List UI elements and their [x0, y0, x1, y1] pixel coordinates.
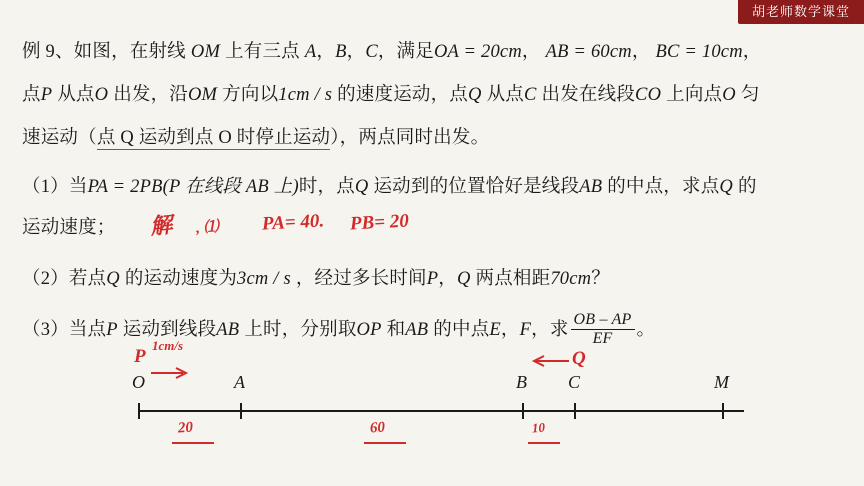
text-segment: （2）若点: [22, 269, 107, 289]
text-segment: ，: [521, 42, 541, 62]
segment-length-oa: 20: [177, 419, 194, 437]
text-segment: （1）当: [22, 177, 88, 197]
text-segment: ，: [742, 42, 762, 62]
math-point-f: F: [519, 320, 532, 340]
tick-m: [722, 403, 724, 419]
question-3: [22, 310, 842, 351]
math-op: OP: [356, 320, 382, 340]
segment-underline-bc: [528, 442, 560, 444]
math-ab: AB: [405, 320, 429, 340]
problem-line-1: [22, 32, 842, 73]
text-segment: 方向以: [222, 85, 279, 105]
handwriting-point-p: P: [134, 346, 146, 367]
text-segment: 的中点: [433, 320, 490, 340]
math-om: OM: [188, 85, 218, 105]
text-segment: 点: [22, 85, 41, 105]
handwriting-point-q: Q: [572, 348, 586, 369]
math-point-a: A: [304, 42, 317, 62]
math-point-o: O: [94, 85, 109, 105]
text-segment: ？: [591, 269, 610, 289]
text-segment: 上有三点: [225, 42, 300, 62]
text-segment: 例 9、如图，在射线: [22, 42, 186, 62]
math-point-q: Q: [106, 269, 120, 289]
text-segment: 的中点，求点: [607, 177, 720, 197]
text-segment: 上时，分别取: [244, 320, 357, 340]
segment-length-bc: 10: [531, 419, 546, 436]
tick-b: [522, 403, 524, 419]
text-segment: 从点: [57, 85, 95, 105]
text-segment: ），两点同时出发。: [330, 128, 490, 148]
text-segment: 两点相距: [475, 269, 551, 289]
math-fraction: [571, 311, 635, 349]
fraction-numerator: OB – AP: [571, 311, 635, 330]
brand-label: 胡老师数学课堂: [751, 4, 850, 19]
math-point-o: O: [722, 85, 736, 105]
text-segment: ，: [631, 42, 651, 62]
math-speed-q: 3cm / s: [237, 269, 291, 289]
text-segment: 和: [386, 320, 406, 340]
text-segment: ，: [500, 320, 520, 340]
math-point-p: P: [426, 269, 439, 289]
math-oa: OA = 20cm: [433, 42, 522, 62]
math-point-c: C: [523, 85, 537, 105]
math-ab: AB: [579, 177, 603, 197]
math-bc: BC = 10cm: [655, 42, 743, 62]
handwriting-jie: 解: [148, 211, 174, 240]
math-ab: AB: [216, 320, 240, 340]
tick-a: [240, 403, 242, 419]
math-point-b: B: [335, 42, 347, 62]
axis-line: [138, 410, 744, 412]
math-condition: (P 在线段 AB 上): [162, 177, 299, 197]
point-label-o: O: [132, 372, 145, 392]
text-segment: 上向点: [666, 85, 723, 105]
arrow-left-icon: [528, 354, 570, 368]
text-segment: ，满足: [377, 42, 434, 62]
handwriting-pb-value: PB= 20: [349, 210, 410, 235]
text-segment: 。: [636, 320, 656, 340]
math-point-p: P: [106, 320, 118, 340]
problem-line-3: [22, 118, 842, 159]
tick-o: [138, 403, 140, 419]
text-segment: ，经过多长时间: [295, 269, 427, 289]
math-point-e: E: [489, 320, 501, 340]
text-segment: 出发，沿: [113, 85, 188, 105]
point-label-a: A: [234, 372, 245, 392]
question-1-line-2: [22, 208, 842, 249]
point-label-b: B: [516, 372, 527, 392]
segment-length-ab: 60: [369, 419, 386, 437]
question-2: [22, 259, 842, 300]
text-segment: 时，点: [298, 177, 355, 197]
math-point-q: Q: [719, 177, 733, 197]
math-point-q: Q: [456, 269, 471, 289]
point-label-c: C: [568, 372, 581, 392]
text-segment: 的运动速度为: [124, 269, 238, 289]
text-segment: ，: [438, 269, 457, 289]
point-label-m: M: [714, 372, 729, 392]
math-point-p: P: [40, 85, 53, 105]
math-pa-2pb: PA = 2PB: [87, 177, 163, 197]
text-segment: （3）当点: [22, 320, 107, 340]
text-segment: ，: [346, 42, 366, 62]
text-segment: 速运动（: [22, 128, 97, 148]
math-point-q: Q: [354, 177, 369, 197]
text-segment: 出发在线段: [541, 85, 636, 105]
math-speed-p: 1cm / s: [278, 85, 333, 105]
question-1-line-1: [22, 167, 842, 208]
handwriting-subquestion-marker: , ⑴: [195, 219, 220, 237]
math-ab: AB = 60cm: [545, 42, 632, 62]
handwriting-p-speed: 1cm/s: [152, 338, 184, 353]
tick-c: [574, 403, 576, 419]
math-point-q: Q: [468, 85, 482, 105]
text-segment: ，: [316, 42, 336, 62]
segment-underline-ab: [364, 442, 406, 444]
segment-underline-oa: [172, 442, 214, 444]
brand-badge: [738, 0, 864, 24]
text-segment: 运动到的位置恰好是线段: [373, 177, 580, 197]
math-distance: 70cm: [550, 269, 592, 289]
problem-line-2: [22, 75, 842, 116]
math-co: CO: [635, 85, 662, 105]
handwriting-pa-value: PA= 40.: [261, 210, 325, 235]
math-om: OM: [190, 42, 221, 62]
text-segment: 的速度运动，点: [337, 85, 468, 105]
text-segment: 的: [737, 177, 757, 197]
emphasis-underlined-text: 点 Q 运动到点 O 时停止运动: [96, 128, 331, 148]
arrow-right-icon: [150, 366, 190, 380]
text-segment: 从点: [486, 85, 524, 105]
text-segment: 匀: [740, 85, 760, 105]
text-segment: 运动到线段: [122, 320, 217, 340]
math-point-c: C: [365, 42, 378, 62]
text-segment: ，求: [531, 320, 569, 340]
text-segment: 运动速度；: [22, 218, 116, 238]
fraction-denominator: EF: [592, 330, 613, 348]
problem-document: [0, 26, 864, 351]
